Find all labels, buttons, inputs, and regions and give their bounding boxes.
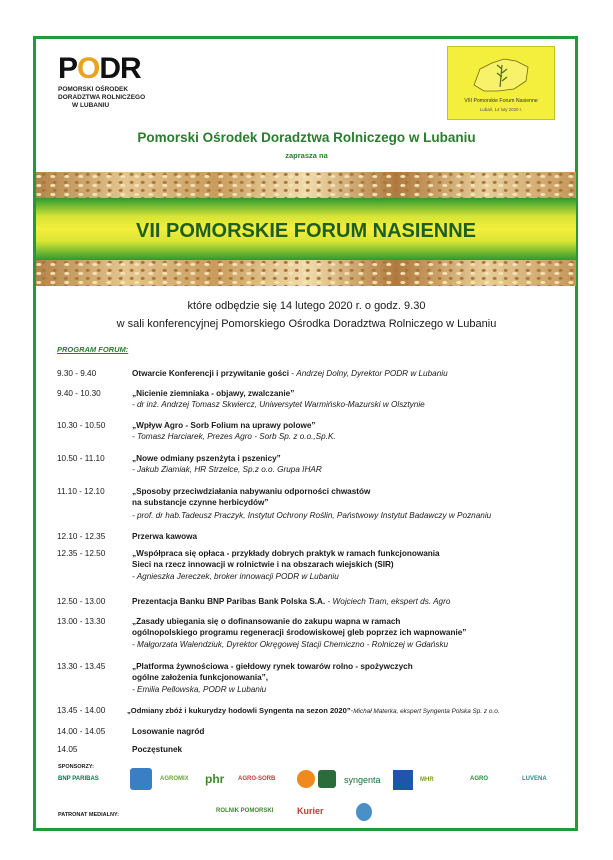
event-title: VII POMORSKIE FORUM NASIENNE	[135, 220, 477, 242]
grain-strip-top	[36, 172, 576, 198]
program-heading: PROGRAM FORUM:	[57, 345, 129, 354]
sponsor-logo-icon	[130, 768, 152, 790]
region-map-icon	[470, 55, 532, 95]
sponsor-logo-icon	[297, 770, 315, 788]
patronage-label: PATRONAT MEDIALNY:	[58, 812, 120, 818]
patron-logo: Kurier	[297, 806, 324, 816]
badge-subtitle: Lubań, 14 luty 2020 r.	[479, 107, 523, 112]
intro-venue: w sali konferencyjnej Pomorskiego Ośrodka Doradztwa Rolniczego w Lubaniu	[116, 318, 497, 330]
sponsor-logo-icon	[393, 770, 413, 790]
sponsor-logo: BNP PARIBAS	[58, 776, 99, 782]
grain-strip-bottom	[36, 260, 576, 286]
sponsor-logo: phr	[205, 772, 225, 786]
title-banner	[36, 198, 576, 260]
sponsors-label: SPONSORZY:	[58, 764, 94, 770]
intro-date: które odbędzie się 14 lutego 2020 r. o godz. 9.30	[187, 300, 426, 312]
sponsor-logo: AGRO-SORB	[238, 776, 276, 782]
organizer-name: Pomorski Ośrodek Doradztwa Rolniczego w Lubaniu	[137, 130, 476, 145]
badge-title: VIII Pomorskie Forum Nasienne	[464, 98, 538, 104]
forum-badge	[447, 46, 555, 120]
podr-logo: PODR POMORSKI OŚRODEK DORADZTWA ROLNICZEGO W LUBANIU	[58, 52, 146, 109]
sponsor-logo: AGRO	[470, 776, 488, 782]
sponsor-logo: AGROMIX	[160, 776, 189, 782]
sponsor-logo-icon	[318, 770, 336, 788]
sponsor-logo: syngenta	[344, 775, 381, 785]
sponsor-logo: LUVENA	[522, 776, 547, 782]
sponsor-logo: MHR	[420, 777, 434, 783]
patron-logo-icon	[356, 803, 372, 821]
invite-text: zaprasza na	[285, 151, 328, 160]
patron-logo: ROLNIK POMORSKI	[216, 808, 274, 814]
